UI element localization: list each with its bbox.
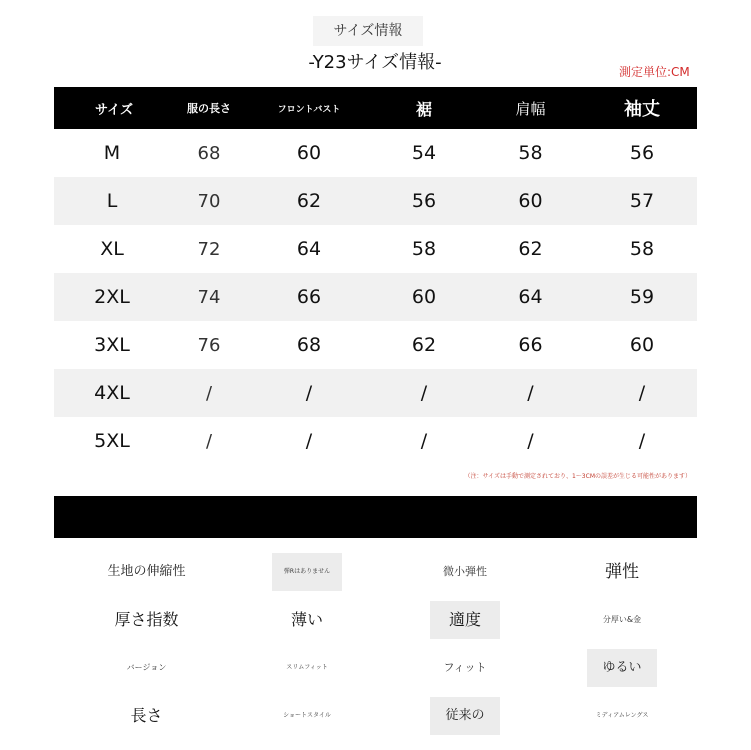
table-row <box>54 369 697 417</box>
value-cell: 60 <box>629 334 655 356</box>
measurement-unit-note: 測定単位:CM <box>619 65 690 79</box>
size-cell: 2XL <box>94 286 130 308</box>
value-cell: 62 <box>518 238 543 260</box>
column-header-shoulder-width: 肩幅 <box>515 99 546 118</box>
size-cell: 4XL <box>94 382 130 404</box>
fabric-attribute-table <box>54 547 697 739</box>
value-cell: 60 <box>411 286 437 308</box>
attribute-option: 微小弾性 <box>443 565 487 578</box>
value-cell: 60 <box>518 190 543 212</box>
value-cell: 56 <box>629 142 655 164</box>
attribute-option: 分厚い&金 <box>602 615 642 624</box>
value-cell: 66 <box>296 286 322 308</box>
value-cell: / <box>420 430 428 452</box>
size-cell: 5XL <box>94 430 130 452</box>
value-cell: 72 <box>197 238 221 260</box>
value-cell: / <box>638 430 646 452</box>
value-cell: / <box>638 382 646 404</box>
value-cell: / <box>527 382 534 404</box>
value-cell: 76 <box>197 334 221 356</box>
table-row <box>54 177 697 225</box>
value-cell: 59 <box>629 286 655 308</box>
value-cell: / <box>205 430 213 452</box>
size-cell: XL <box>100 238 124 260</box>
column-header-front-bust: フロントバスト <box>277 104 341 115</box>
size-cell: L <box>106 190 118 212</box>
value-cell: 58 <box>518 142 543 164</box>
attribute-option: 従来の <box>430 697 500 735</box>
attribute-row-length <box>54 691 697 739</box>
value-cell: 58 <box>629 238 655 260</box>
table-row <box>54 321 697 369</box>
column-header-sleeve-length: 袖丈 <box>624 99 660 120</box>
value-cell: 56 <box>411 190 437 212</box>
value-cell: 74 <box>197 286 221 308</box>
attribute-option: ゆるい <box>587 649 657 687</box>
section-divider-bar <box>54 496 697 538</box>
section-label: サイズ情報 <box>313 16 423 46</box>
value-cell: 68 <box>197 142 221 164</box>
attribute-label: 長さ <box>130 706 163 725</box>
table-header-row <box>54 87 697 129</box>
value-cell: / <box>305 382 313 404</box>
value-cell: 62 <box>296 190 322 212</box>
column-header-size: サイズ <box>95 102 133 118</box>
attribute-row-stretch <box>54 547 697 595</box>
attribute-label: 生地の伸縮性 <box>107 564 186 579</box>
value-cell: 57 <box>629 190 655 212</box>
value-cell: 54 <box>411 142 437 164</box>
attribute-option: ミディアムレングス <box>595 712 649 719</box>
attribute-label: バージョン <box>126 663 167 672</box>
size-cell: M <box>103 142 121 164</box>
attribute-option: スリムフィット <box>286 664 328 671</box>
value-cell: / <box>527 430 534 452</box>
value-cell: 64 <box>296 238 322 260</box>
value-cell: / <box>420 382 428 404</box>
measurement-footnote: （注：サイズは手動で測定されており、1～3CMの誤差が生じる可能性があります） <box>464 473 691 480</box>
attribute-label: 厚さ指数 <box>114 610 179 629</box>
attribute-option: ショートスタイル <box>283 712 331 719</box>
value-cell: 66 <box>518 334 543 356</box>
attribute-option: フィット <box>443 661 487 674</box>
table-row <box>54 273 697 321</box>
size-cell: 3XL <box>94 334 130 356</box>
table-row <box>54 225 697 273</box>
column-header-length: 服の長さ <box>187 102 231 115</box>
value-cell: / <box>305 430 313 452</box>
attribute-option: 弾性 <box>605 562 639 582</box>
table-row <box>54 417 697 465</box>
value-cell: 70 <box>197 190 221 212</box>
value-cell: 68 <box>296 334 322 356</box>
attribute-row-thickness <box>54 595 697 643</box>
size-chart-table <box>54 87 697 465</box>
attribute-option: 薄い <box>290 610 323 629</box>
attribute-option: 適度 <box>430 601 500 639</box>
attribute-option: 弾Rはありません <box>272 553 342 591</box>
value-cell: 58 <box>411 238 437 260</box>
value-cell: / <box>205 382 213 404</box>
column-header-hem: 裾 <box>415 99 432 119</box>
value-cell: 64 <box>518 286 543 308</box>
page-title: -Y23サイズ情報- <box>308 52 442 73</box>
attribute-row-fit <box>54 643 697 691</box>
value-cell: 60 <box>296 142 322 164</box>
table-row <box>54 129 697 177</box>
value-cell: 62 <box>411 334 437 356</box>
